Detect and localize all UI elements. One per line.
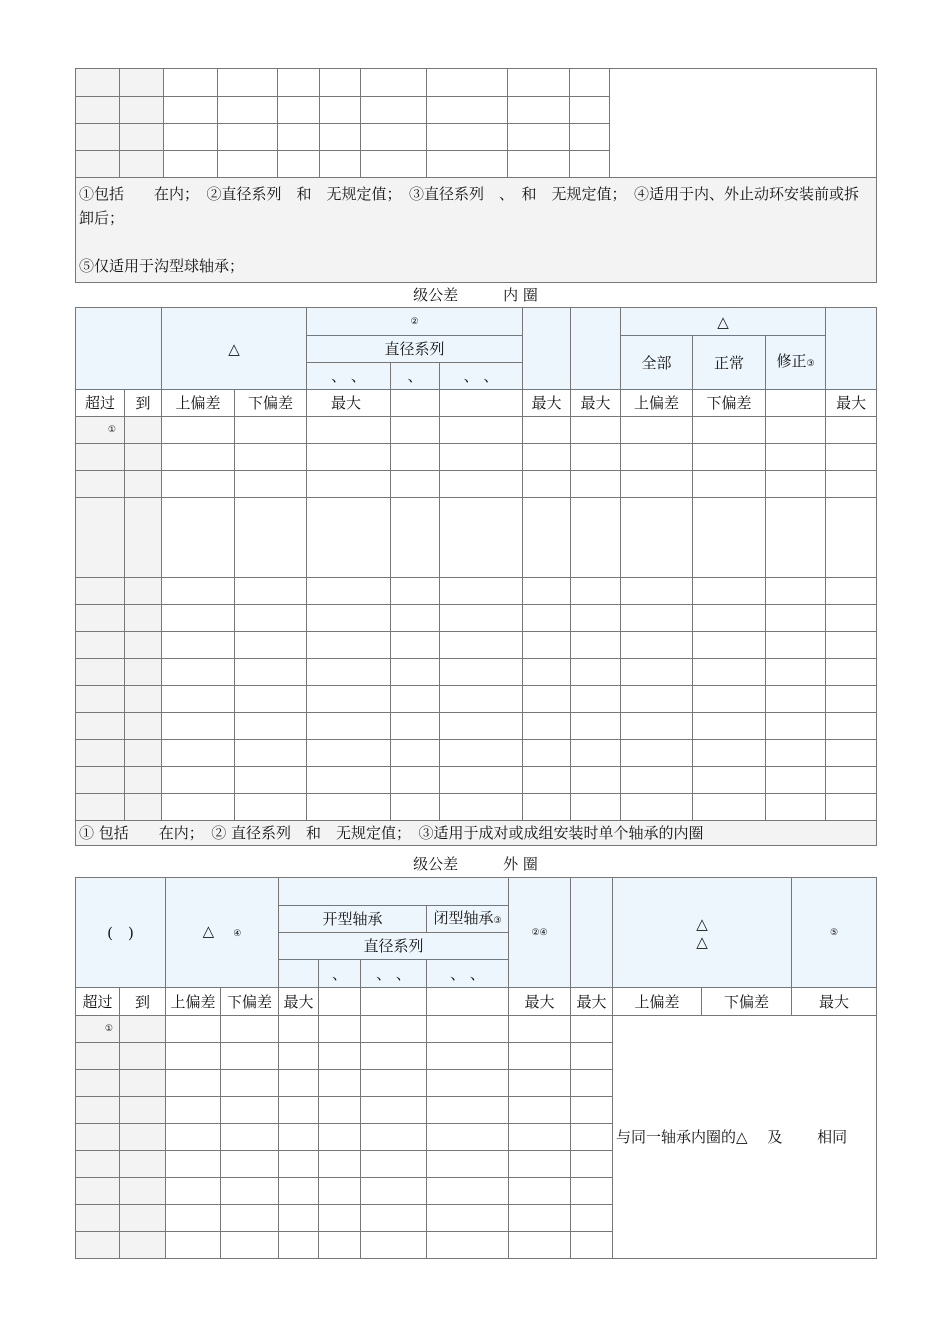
inner-all: 全部: [621, 336, 693, 390]
inner-units-row: 超过 到 上偏差 下偏差 最大 最大 最大 上偏差 下偏差 最大: [76, 390, 877, 417]
outer-circ5: ⑤: [792, 878, 877, 988]
outer-delta-b: △ △: [613, 878, 792, 988]
inner-circ2: ②: [307, 308, 523, 336]
inner-ring-title: 级公差 内 圈: [413, 286, 538, 304]
inner-normal: 正常: [693, 336, 766, 390]
outer-circ24: ②④: [509, 878, 571, 988]
outer-closed-bearing: 闭型轴承③: [427, 906, 509, 933]
outer-paren: ( ): [76, 878, 166, 988]
table-row: ① 与同一轴承内圈的△ 及 相同: [76, 1016, 877, 1043]
top-fragment-table: [75, 68, 877, 283]
inner-corrected: 修正③: [766, 336, 826, 390]
inner-sub-1: 、 、: [307, 363, 391, 390]
outer-ring-table: [75, 877, 877, 1259]
outer-sub-2: 、 、: [361, 960, 427, 988]
outer-diameter-series: 直径系列: [279, 933, 509, 960]
inner-ring-table: [75, 307, 877, 846]
inner-delta-a: △: [162, 308, 307, 390]
top-note-line-2: ⑤仅适用于沟型球轴承；: [79, 257, 245, 275]
outer-merged-cell: 与同一轴承内圈的△ 及 相同: [613, 1016, 877, 1259]
inner-diameter-series: 直径系列: [307, 336, 523, 363]
outer-delta-a: △ ④: [166, 878, 279, 988]
table-row: ①: [76, 417, 877, 444]
outer-sub-3: 、 、: [427, 960, 509, 988]
top-notes: [76, 178, 877, 283]
inner-sub-2: 、: [391, 363, 440, 390]
outer-open-bearing: 开型轴承: [279, 906, 427, 933]
inner-delta-b: △: [621, 308, 826, 336]
inner-note: ① 包括 在内； ② 直径系列 和 无规定值； ③适用于成对或成组安装时单个轴承的内圈: [76, 821, 877, 846]
top-merged-cell: [610, 69, 877, 178]
outer-ring-title: 级公差 外 圈: [413, 855, 538, 873]
top-note-line-1: ①包括 在内； ②直径系列 和 无规定值； ③直径系列 、 和 无规定值； ④适用于内、外止动环安装前或拆卸后；: [79, 185, 860, 227]
outer-units-row: 超过 到 上偏差 下偏差 最大 最大 最大 上偏差 下偏差 最大: [76, 988, 877, 1016]
inner-sub-3: 、 、: [440, 363, 523, 390]
outer-sub-1: 、: [319, 960, 361, 988]
